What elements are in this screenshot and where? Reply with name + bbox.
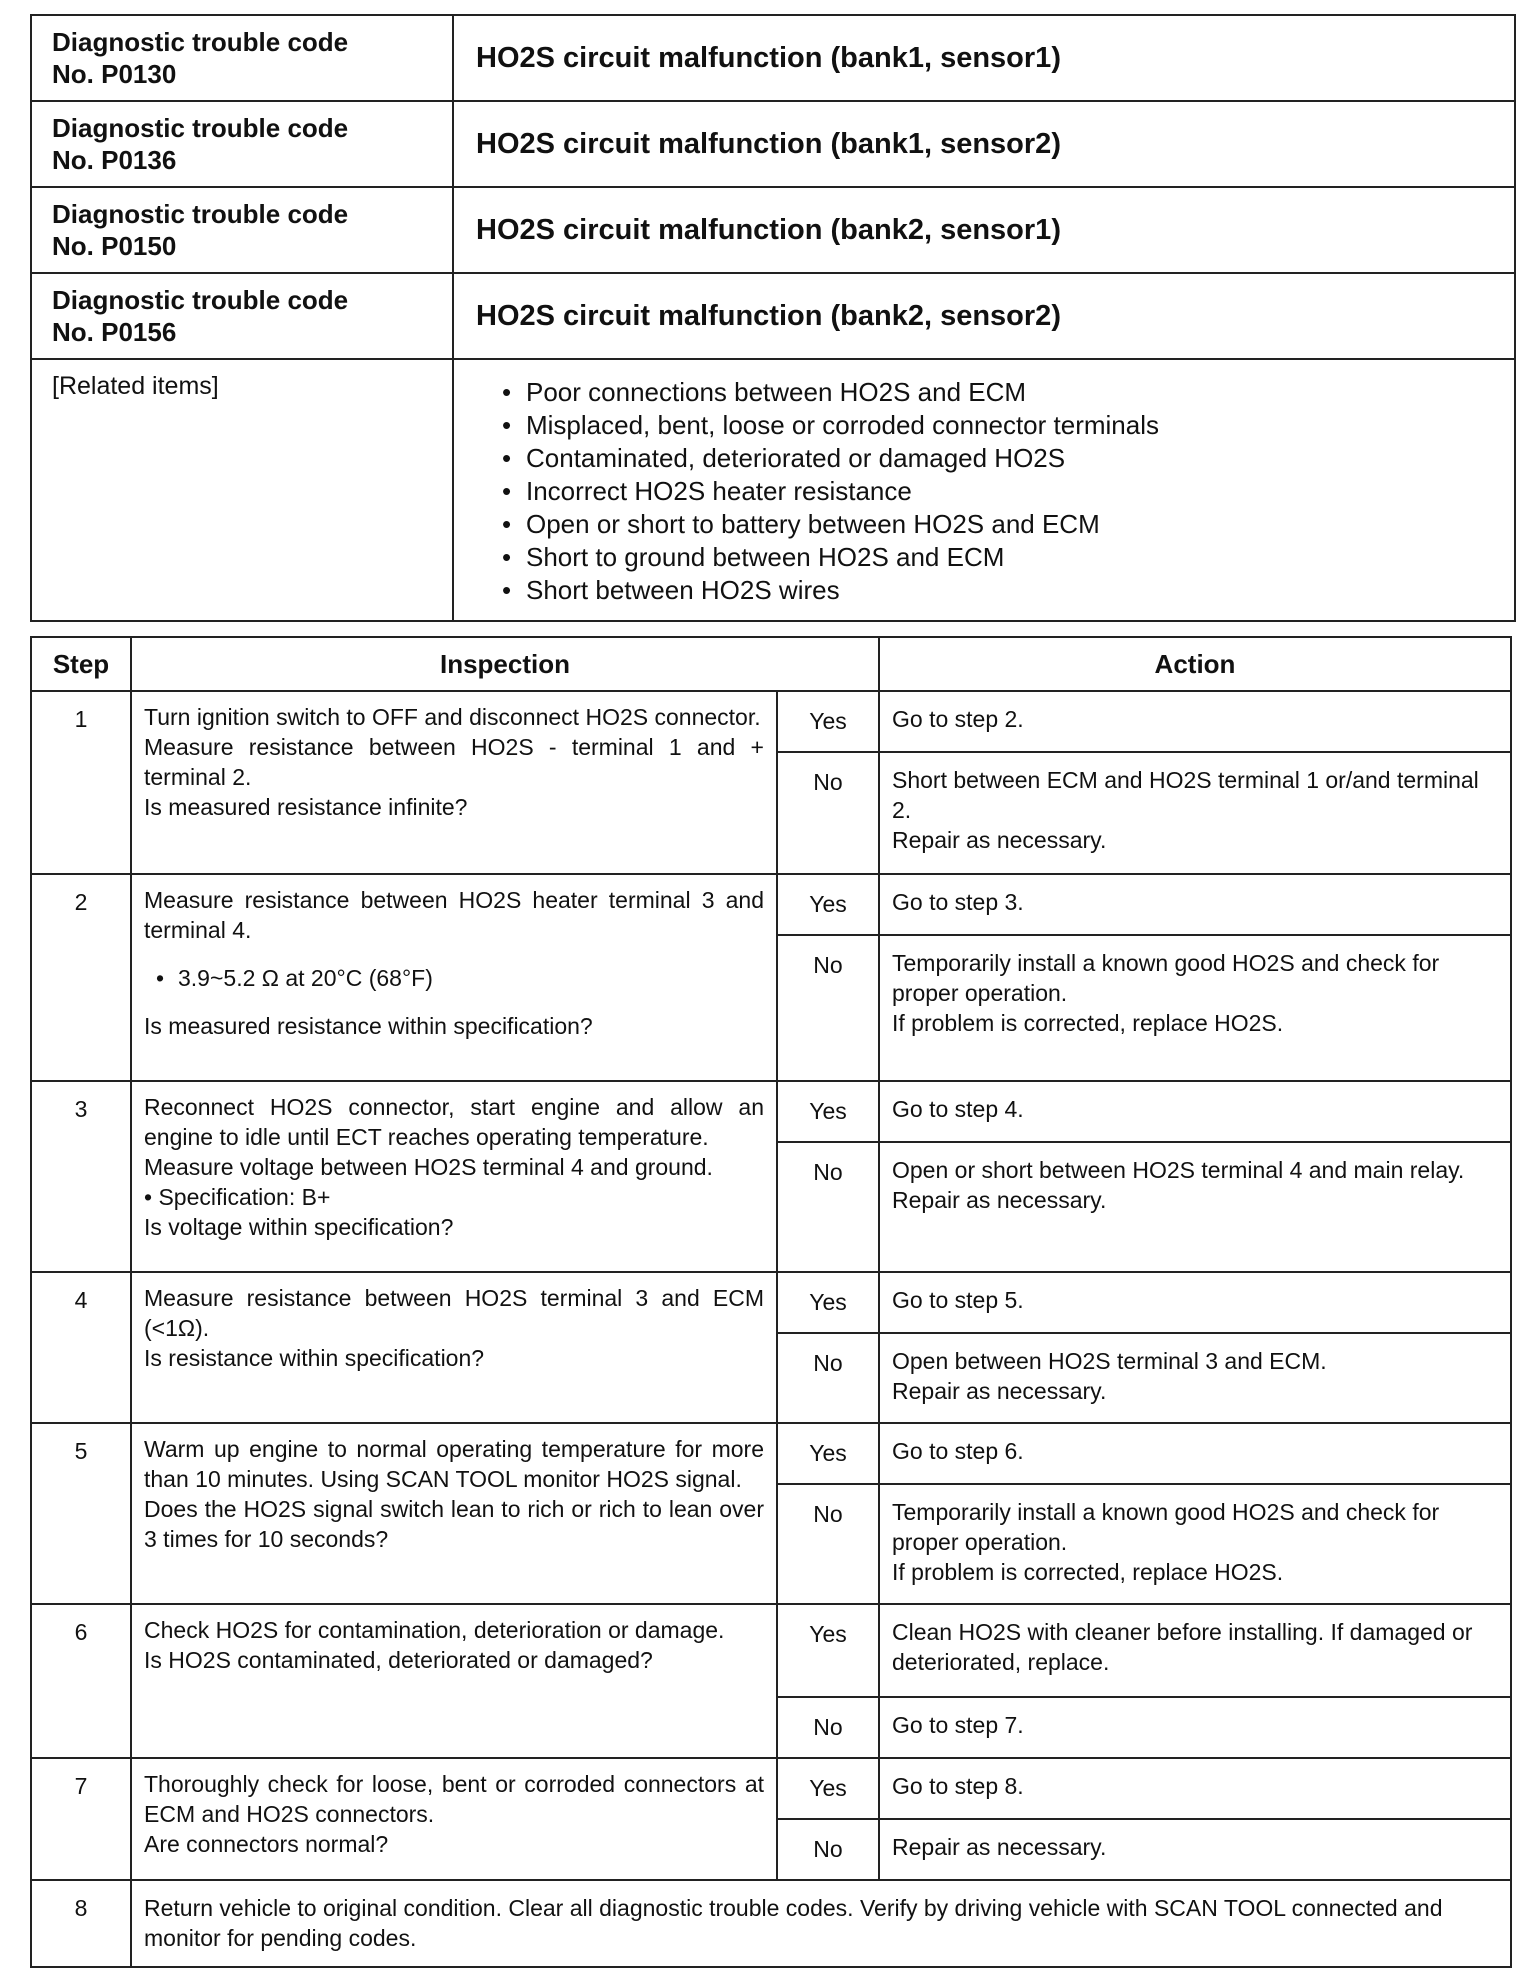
no-label: No xyxy=(777,1333,879,1423)
table-header-row xyxy=(31,637,1511,691)
column-header-step: Step xyxy=(31,637,131,691)
list-item: • Open or short to battery between HO2S and ECM xyxy=(502,508,1494,541)
dtc-label: Diagnostic trouble code No. P0136 xyxy=(31,101,453,187)
action-text: Repair as necessary. xyxy=(879,1819,1511,1880)
step-number: 7 xyxy=(31,1758,131,1880)
table-row xyxy=(31,1272,1511,1333)
action-text: Go to step 5. xyxy=(879,1272,1511,1333)
dtc-table xyxy=(30,14,1516,622)
table-row xyxy=(31,1758,1511,1819)
list-item: • Incorrect HO2S heater resistance xyxy=(502,475,1494,508)
action-text: Return vehicle to original condition. Clear all diagnostic trouble codes. Verify by driving vehicle with SCAN TOOL connected and monitor for pending codes. xyxy=(131,1880,1511,1967)
dtc-title: HO2S circuit malfunction (bank2, sensor1) xyxy=(453,187,1515,273)
step-number: 8 xyxy=(31,1880,131,1967)
dtc-row xyxy=(31,15,1515,101)
dtc-title: HO2S circuit malfunction (bank2, sensor2) xyxy=(453,273,1515,359)
dtc-label: Diagnostic trouble code No. P0156 xyxy=(31,273,453,359)
inspection-text: Reconnect HO2S connector, start engine and allow an engine to idle until ECT reaches operating temperature. Measure voltage between HO2S terminal 4 and ground. • Specification: B+ Is voltage within specification? xyxy=(131,1081,777,1272)
table-row xyxy=(31,1880,1511,1967)
action-text: Open between HO2S terminal 3 and ECM. Repair as necessary. xyxy=(879,1333,1511,1423)
action-text: Go to step 3. xyxy=(879,874,1511,935)
list-item: • Misplaced, bent, loose or corroded connector terminals xyxy=(502,409,1494,442)
action-text: Go to step 7. xyxy=(879,1697,1511,1758)
dtc-row xyxy=(31,101,1515,187)
inspection-text: Thoroughly check for loose, bent or corroded connectors at ECM and HO2S connectors. Are connectors normal? xyxy=(131,1758,777,1880)
yes-label: Yes xyxy=(777,874,879,935)
action-text: Open or short between HO2S terminal 4 and main relay. Repair as necessary. xyxy=(879,1142,1511,1272)
related-items-label: [Related items] xyxy=(31,359,453,621)
inspection-text: Measure resistance between HO2S terminal 3 and ECM (<1Ω). Is resistance within specification? xyxy=(131,1272,777,1423)
table-row xyxy=(31,874,1511,935)
dtc-title: HO2S circuit malfunction (bank1, sensor1) xyxy=(453,15,1515,101)
yes-label: Yes xyxy=(777,1758,879,1819)
column-header-inspection: Inspection xyxy=(131,637,879,691)
action-text: Temporarily install a known good HO2S and check for proper operation. If problem is corrected, replace HO2S. xyxy=(879,935,1511,1081)
no-label: No xyxy=(777,1484,879,1604)
column-header-action: Action xyxy=(879,637,1511,691)
table-row xyxy=(31,1604,1511,1697)
table-row xyxy=(31,1423,1511,1484)
dtc-label: Diagnostic trouble code No. P0130 xyxy=(31,15,453,101)
inspection-text: Turn ignition switch to OFF and disconnect HO2S connector. Measure resistance between HO2S - terminal 1 and + terminal 2. Is measured resistance infinite? xyxy=(131,691,777,874)
dtc-label: Diagnostic trouble code No. P0150 xyxy=(31,187,453,273)
step-number: 6 xyxy=(31,1604,131,1758)
inspection-text: Measure resistance between HO2S heater terminal 3 and terminal 4. • 3.9~5.2 Ω at 20°C (68°F) Is measured resistance within specification? xyxy=(131,874,777,1081)
yes-label: Yes xyxy=(777,1423,879,1484)
no-label: No xyxy=(777,1142,879,1272)
no-label: No xyxy=(777,1819,879,1880)
action-text: Short between ECM and HO2S terminal 1 or/and terminal 2. Repair as necessary. xyxy=(879,752,1511,874)
yes-label: Yes xyxy=(777,1081,879,1142)
list-item: • Poor connections between HO2S and ECM xyxy=(502,376,1494,409)
yes-label: Yes xyxy=(777,691,879,752)
dtc-row xyxy=(31,187,1515,273)
action-text: Go to step 2. xyxy=(879,691,1511,752)
inspection-text: Warm up engine to normal operating temperature for more than 10 minutes. Using SCAN TOOL monitor HO2S signal. Does the HO2S signal switch lean to rich or rich to lean over 3 times for 10 seconds? xyxy=(131,1423,777,1604)
dtc-title: HO2S circuit malfunction (bank1, sensor2) xyxy=(453,101,1515,187)
list-item: • Short to ground between HO2S and ECM xyxy=(502,541,1494,574)
table-row xyxy=(31,691,1511,752)
related-items-cell xyxy=(453,359,1515,621)
action-text: Go to step 8. xyxy=(879,1758,1511,1819)
step-number: 4 xyxy=(31,1272,131,1423)
related-items-row xyxy=(31,359,1515,621)
dtc-row xyxy=(31,273,1515,359)
no-label: No xyxy=(777,935,879,1081)
list-item: • Contaminated, deteriorated or damaged HO2S xyxy=(502,442,1494,475)
action-text: Temporarily install a known good HO2S and check for proper operation. If problem is corrected, replace HO2S. xyxy=(879,1484,1511,1604)
no-label: No xyxy=(777,752,879,874)
step-number: 5 xyxy=(31,1423,131,1604)
step-number: 3 xyxy=(31,1081,131,1272)
step-number: 2 xyxy=(31,874,131,1081)
step-number: 1 xyxy=(31,691,131,874)
yes-label: Yes xyxy=(777,1604,879,1697)
list-item: • Short between HO2S wires xyxy=(502,574,1494,607)
no-label: No xyxy=(777,1697,879,1758)
action-text: Go to step 4. xyxy=(879,1081,1511,1142)
related-items-list xyxy=(474,368,1494,607)
inspection-text: Check HO2S for contamination, deterioration or damage. Is HO2S contaminated, deteriorated or damaged? xyxy=(131,1604,777,1758)
table-row xyxy=(31,1081,1511,1142)
action-text: Go to step 6. xyxy=(879,1423,1511,1484)
action-text: Clean HO2S with cleaner before installing. If damaged or deteriorated, replace. xyxy=(879,1604,1511,1697)
yes-label: Yes xyxy=(777,1272,879,1333)
inspection-steps-table xyxy=(30,636,1512,1968)
spec-bullet: • 3.9~5.2 Ω at 20°C (68°F) xyxy=(144,963,764,993)
